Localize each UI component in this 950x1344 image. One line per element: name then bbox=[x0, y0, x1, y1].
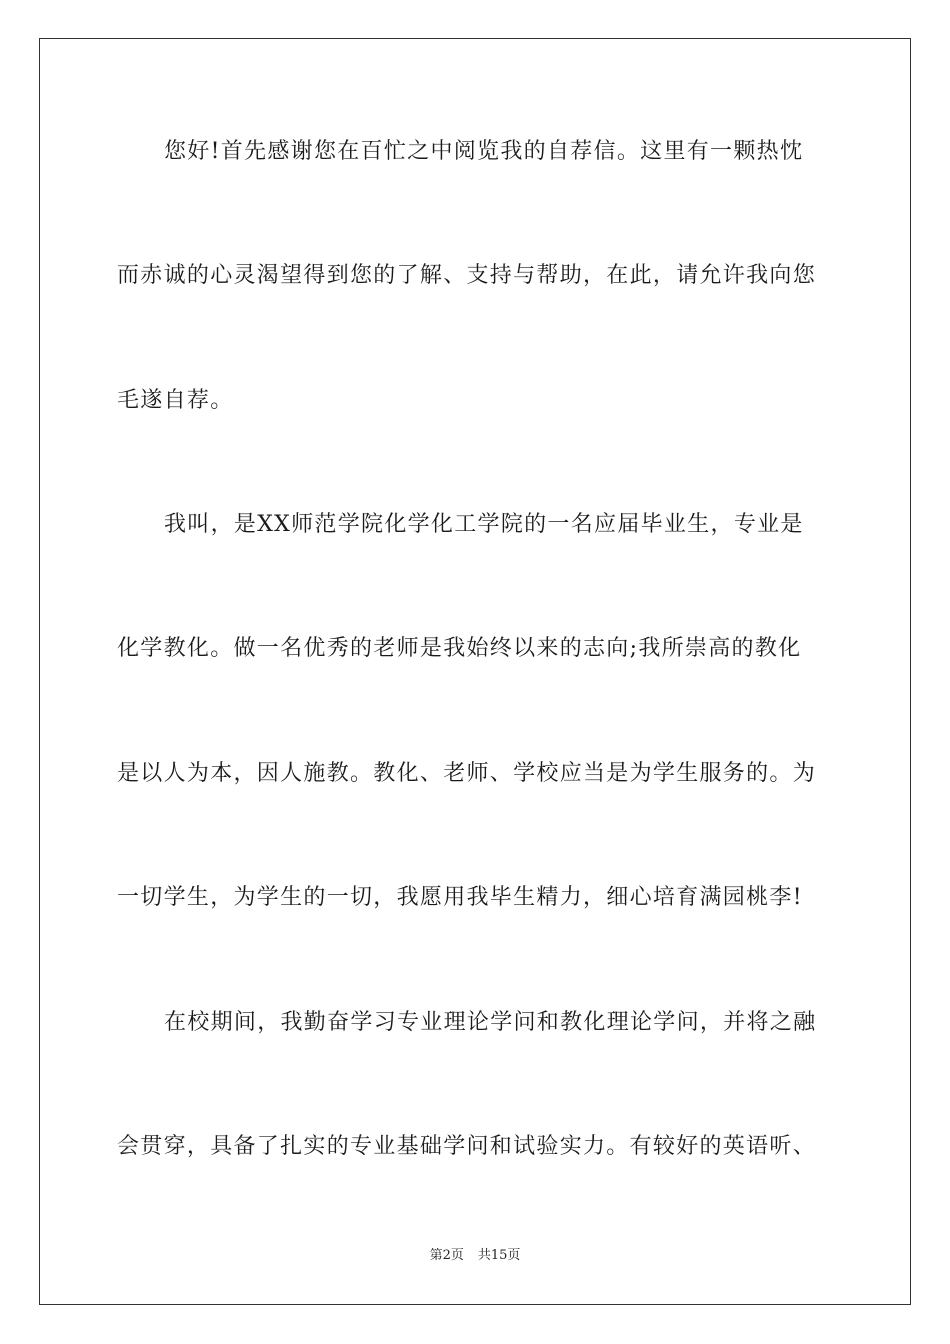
paragraph-line: 化学教化。做一名优秀的老师是我始终以来的志向;我所崇高的教化 bbox=[117, 636, 802, 661]
paragraph-line: 毛遂自荐。 bbox=[117, 388, 234, 413]
page-border bbox=[39, 38, 911, 1305]
paragraph-line: 您好!首先感谢您在百忙之中阅览我的自荐信。这里有一颗热忱 bbox=[164, 139, 804, 164]
paragraph-line: 一切学生，为学生的一切，我愿用我毕生精力，细心培育满园桃李! bbox=[117, 885, 803, 910]
paragraph-line: 在校期间，我勤奋学习专业理论学问和教化理论学问，并将之融 bbox=[164, 1010, 817, 1035]
page-footer bbox=[0, 1247, 950, 1265]
page-number: 第2页 bbox=[429, 1248, 464, 1263]
page-total: 共15页 bbox=[477, 1248, 521, 1263]
paragraph-line: 是以人为本，因人施教。教化、老师、学校应当是为学生服务的。为 bbox=[117, 761, 817, 786]
paragraph-line: 我叫，是XX师范学院化学化工学院的一名应届毕业生，专业是 bbox=[164, 512, 804, 537]
paragraph-line: 而赤诚的心灵渴望得到您的了解、支持与帮助，在此，请允许我向您 bbox=[117, 263, 817, 288]
paragraph-line: 会贯穿，具备了扎实的专业基础学问和试验实力。有较好的英语听、 bbox=[117, 1134, 817, 1159]
